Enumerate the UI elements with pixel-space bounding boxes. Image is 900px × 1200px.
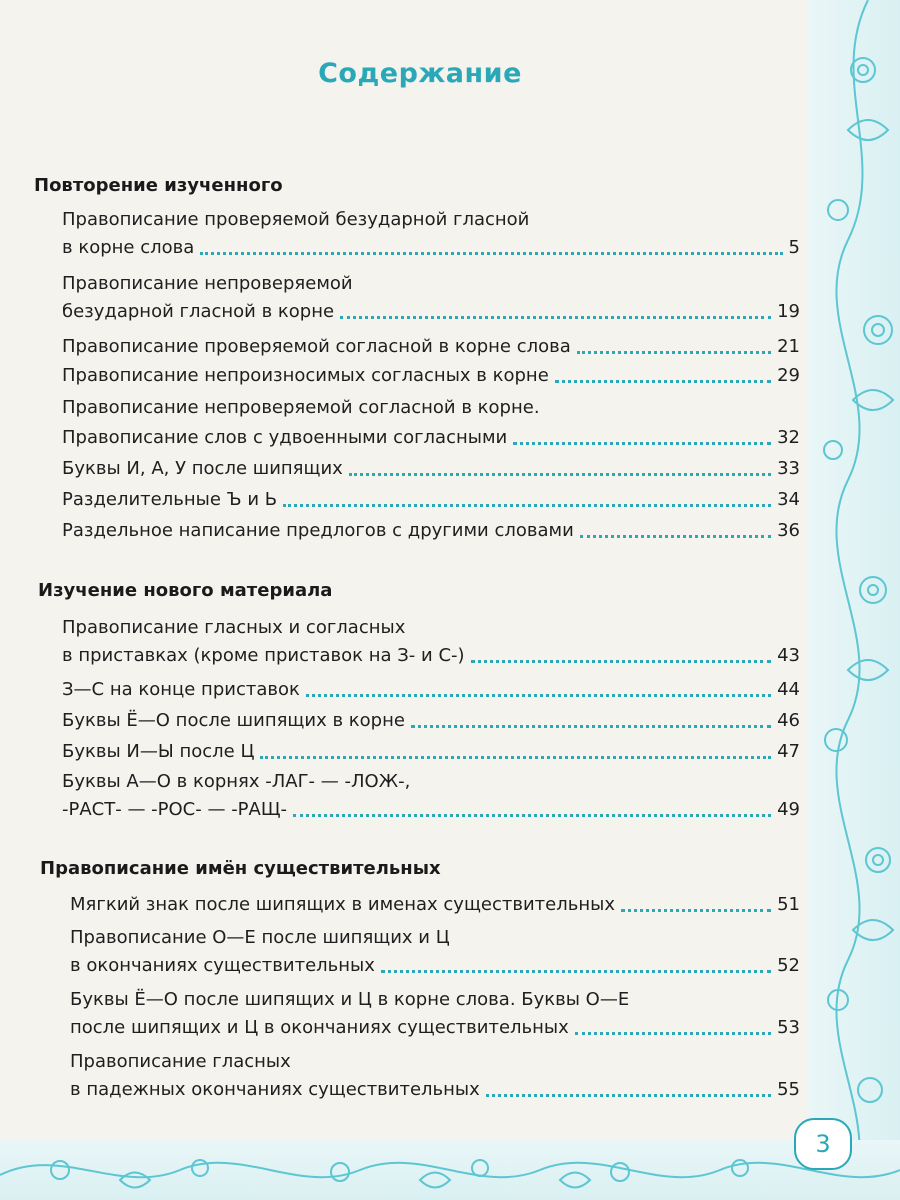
toc-entry-line: Правописание непроизносимых согласных в корне <box>62 365 549 386</box>
dot-leader <box>381 970 771 973</box>
toc-entry-line: Правописание непроверяемой <box>62 273 353 294</box>
toc-page-number: 53 <box>777 1017 800 1038</box>
toc-entry[interactable] <box>70 1048 800 1104</box>
toc-page-number: 5 <box>788 237 800 258</box>
toc-entry-line: -РАСТ- — -РОС- — -РАЩ- <box>62 799 288 820</box>
toc-entry[interactable] <box>70 891 800 919</box>
toc-page-number: 46 <box>777 710 800 731</box>
toc-entry-line: Разделительные Ъ и Ь <box>62 489 278 510</box>
dot-leader <box>340 316 771 319</box>
toc-entry-line: после шипящих и Ц в окончаниях существительных <box>70 1017 569 1038</box>
toc-page-number: 52 <box>777 955 800 976</box>
dot-leader <box>577 351 771 354</box>
toc-entry-line: Правописание непроверяемой согласной в корне. <box>62 397 540 418</box>
dot-leader <box>293 814 771 817</box>
dot-leader <box>200 252 782 255</box>
toc-entry-line: З—С на конце приставок <box>62 679 300 700</box>
toc-entry[interactable] <box>62 768 800 824</box>
section-heading-nouns: Правописание имён существительных <box>40 858 441 879</box>
toc-entry[interactable] <box>62 270 800 326</box>
dot-leader <box>306 694 771 697</box>
toc-entry[interactable] <box>62 394 800 422</box>
dot-leader <box>621 909 771 912</box>
floral-border-right <box>808 0 900 1200</box>
dot-leader <box>471 660 772 663</box>
toc-entry[interactable] <box>62 676 800 704</box>
dot-leader <box>575 1032 771 1035</box>
dot-leader <box>283 504 771 507</box>
toc-entry-line: Правописание гласных <box>70 1051 291 1072</box>
toc-entry[interactable] <box>62 206 800 262</box>
toc-entry-line: Буквы И, А, У после шипящих <box>62 458 343 479</box>
toc-entry[interactable] <box>62 333 800 361</box>
dot-leader <box>580 535 771 538</box>
section-heading-new-material: Изучение нового материала <box>38 580 333 601</box>
toc-entry-line: Правописание гласных и согласных <box>62 617 406 638</box>
toc-entry-line: Правописание О—Е после шипящих и Ц <box>70 927 450 948</box>
toc-entry-line: Буквы Ё—О после шипящих в корне <box>62 710 405 731</box>
toc-entry[interactable] <box>62 455 800 483</box>
toc-page-number: 36 <box>777 520 800 541</box>
toc-entry[interactable] <box>70 986 800 1042</box>
toc-entry[interactable] <box>62 614 800 670</box>
dot-leader <box>260 756 771 759</box>
toc-entry-line: Буквы А—О в корнях -ЛАГ- — -ЛОЖ-, <box>62 771 411 792</box>
toc-entry-line: Раздельное написание предлогов с другими словами <box>62 520 574 541</box>
toc-entry-line: Мягкий знак после шипящих в именах существительных <box>70 894 615 915</box>
toc-page-number: 29 <box>777 365 800 386</box>
toc-page-number: 47 <box>777 741 800 762</box>
toc-page-number: 21 <box>777 336 800 357</box>
toc-page-number: 33 <box>777 458 800 479</box>
toc-entry-line: Правописание слов с удвоенными согласными <box>62 427 508 448</box>
toc-entry[interactable] <box>62 424 800 452</box>
toc-entry[interactable] <box>62 362 800 390</box>
toc-entry-line: Правописание проверяемой безударной гласной <box>62 209 530 230</box>
toc-entry-line: безударной гласной в корне <box>62 301 335 322</box>
dot-leader <box>486 1094 771 1097</box>
toc-entry[interactable] <box>62 517 800 545</box>
toc-entry[interactable] <box>62 486 800 514</box>
toc-entry-line: Буквы Ё—О после шипящих и Ц в корне слова. Буквы О—Е <box>70 989 630 1010</box>
dot-leader <box>513 442 771 445</box>
toc-page-number: 32 <box>777 427 800 448</box>
toc-entry[interactable] <box>62 738 800 766</box>
toc-page-number: 43 <box>777 645 800 666</box>
dot-leader <box>349 473 771 476</box>
toc-entry-line: Правописание проверяемой согласной в корне слова <box>62 336 571 357</box>
toc-entry-line: в корне слова <box>62 237 195 258</box>
dot-leader <box>555 380 771 383</box>
toc-entry-line: Буквы И—Ы после Ц <box>62 741 255 762</box>
section-heading-review: Повторение изученного <box>34 175 283 196</box>
page-number-badge: 3 <box>794 1118 852 1170</box>
toc-entry-line: в окончаниях существительных <box>70 955 375 976</box>
toc-page-number: 51 <box>777 894 800 915</box>
toc-entry-line: в приставках (кроме приставок на З- и С-) <box>62 645 465 666</box>
toc-entry[interactable] <box>62 707 800 735</box>
dot-leader <box>411 725 771 728</box>
floral-border-bottom <box>0 1140 900 1200</box>
toc-page-number: 49 <box>777 799 800 820</box>
toc-page-number: 19 <box>777 301 800 322</box>
page-title: Содержание <box>318 58 522 89</box>
toc-entry[interactable] <box>70 924 800 980</box>
toc-page-number: 34 <box>777 489 800 510</box>
floral-vine-icon <box>0 1140 900 1200</box>
toc-page-number: 44 <box>777 679 800 700</box>
toc-entry-line: в падежных окончаниях существительных <box>70 1079 480 1100</box>
floral-ornament-icon <box>808 0 900 1200</box>
toc-page-number: 55 <box>777 1079 800 1100</box>
